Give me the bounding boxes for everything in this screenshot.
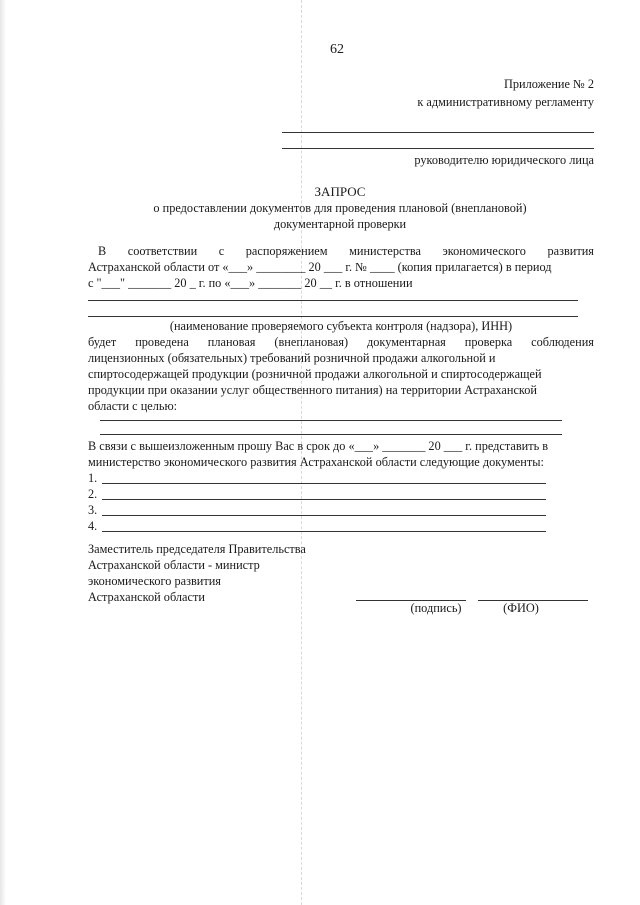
p2-word: будет bbox=[88, 335, 117, 349]
paragraph2-line1 bbox=[88, 334, 594, 350]
document-item-blank bbox=[102, 483, 546, 484]
document-item-blank bbox=[102, 531, 546, 532]
p1-word: распоряжением bbox=[245, 244, 328, 258]
name-label: (ФИО) bbox=[503, 601, 539, 615]
title-line2: документарной проверки bbox=[273, 217, 407, 231]
subject-blank-1 bbox=[88, 300, 578, 301]
paragraph1-line2: Астраханской области от «___» ________ 20 ___ г. № ____ (копия прилагается) в период bbox=[88, 260, 552, 274]
paragraph2-line2: лицензионных (обязательных) требований розничной продажи алкогольной и bbox=[88, 351, 496, 365]
subject-caption: (наименование проверяемого субъекта контроля (надзора), ИНН) bbox=[169, 319, 513, 333]
document-item-number: 3. bbox=[88, 503, 98, 517]
p2-word: (внеплановая) bbox=[274, 335, 349, 349]
p1-word: министерства bbox=[349, 244, 421, 258]
paragraph3-line1: В связи с вышеизложенным прошу Вас в срок до «___» _______ 20 ___ г. представить в bbox=[88, 439, 549, 453]
title-line1: о предоставлении документов для проведения плановой (внеплановой) bbox=[153, 201, 527, 215]
document-title: ЗАПРОС bbox=[314, 184, 366, 199]
paragraph1-line3: с "___" _______ 20 _ г. по «___» _______ 20 __ г. в отношении bbox=[88, 276, 413, 290]
document-item-blank bbox=[102, 515, 546, 516]
appendix-line2: к административному регламенту bbox=[417, 95, 594, 109]
signatory-line3: экономического развития bbox=[88, 574, 221, 588]
p2-word: соблюдения bbox=[531, 335, 594, 349]
addressee-label: руководителю юридического лица bbox=[414, 153, 594, 167]
purpose-blank-1 bbox=[100, 420, 562, 421]
paragraph3-line2: министерство экономического развития Астраханской области следующие документы: bbox=[88, 455, 544, 469]
addressee-blank-2 bbox=[282, 148, 594, 149]
p2-word: документарная bbox=[367, 335, 446, 349]
signatory-line4: Астраханской области bbox=[88, 590, 205, 604]
signatory-line1: Заместитель председателя Правительства bbox=[88, 542, 306, 556]
paragraph2-line4: продукции при оказании услуг общественного питания) на территории Астраханской bbox=[88, 383, 537, 397]
paragraph2-line3: спиртосодержащей продукции (розничной продажи алкогольной и спиртосодержащей bbox=[88, 367, 542, 381]
p2-word: проведена bbox=[135, 335, 189, 349]
document-item-number: 2. bbox=[88, 487, 98, 501]
page-number: 62 bbox=[330, 42, 344, 57]
scan-edge bbox=[0, 0, 6, 905]
p2-word: проверка bbox=[464, 335, 513, 349]
document-item-number: 1. bbox=[88, 471, 98, 485]
paragraph2-line5: области с целью: bbox=[88, 399, 178, 413]
signature-label: (подпись) bbox=[410, 601, 462, 615]
p1-word: с bbox=[218, 244, 225, 258]
document-item-blank bbox=[102, 499, 546, 500]
paragraph1-line1 bbox=[98, 243, 594, 259]
subject-blank-2 bbox=[88, 316, 578, 317]
addressee-blank-1 bbox=[282, 132, 594, 133]
signatory-line2: Астраханской области - министр bbox=[88, 558, 260, 572]
appendix-line1: Приложение № 2 bbox=[503, 77, 594, 91]
p1-word: экономического bbox=[442, 244, 526, 258]
p1-word: развития bbox=[547, 244, 594, 258]
p1-word: В bbox=[98, 244, 107, 258]
purpose-blank-2 bbox=[100, 434, 562, 435]
document-item-number: 4. bbox=[88, 519, 98, 533]
p2-word: плановая bbox=[207, 335, 256, 349]
p1-word: соответствии bbox=[127, 244, 198, 258]
